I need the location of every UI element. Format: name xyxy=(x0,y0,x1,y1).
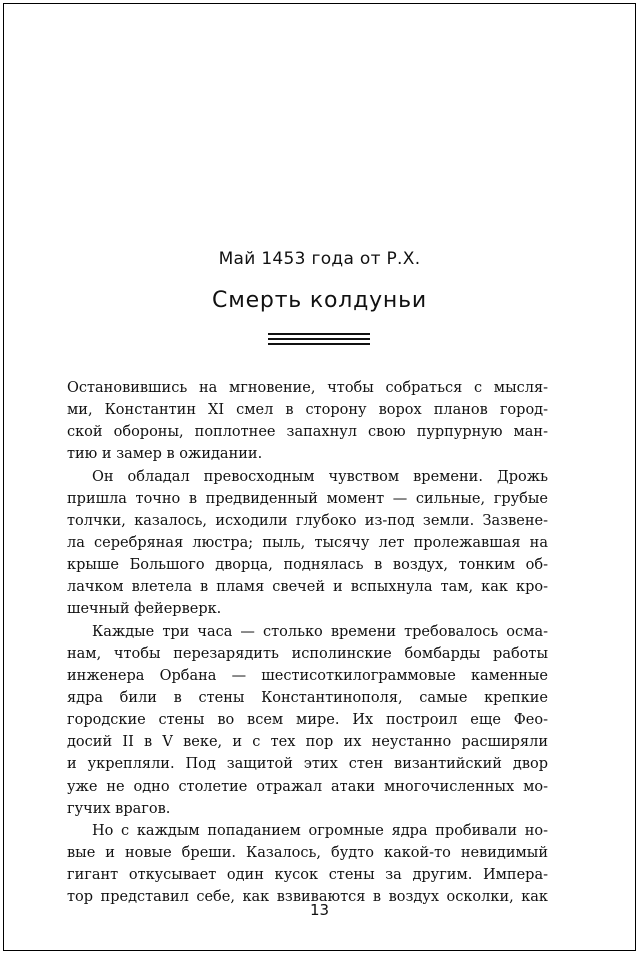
text-line: ла серебряная люстра; пыль, тысячу лет пролежавшая на xyxy=(67,534,548,551)
text-line: городские стены во всем мире. Их построил еще Феo- xyxy=(67,712,548,729)
text-line: пришла точно в предвиденный момент — сильные, грубые xyxy=(67,490,548,507)
text-line: тию и замер в ожидании. xyxy=(67,446,263,463)
text-line: Но с каждым попаданием огромные ядра пробивали но- xyxy=(92,822,548,839)
text-line: гигант откусывает один кусок стены за другим. Импера- xyxy=(67,867,548,884)
book-page xyxy=(3,3,636,951)
text-line: ской обороны, поплотнее запахнул свою пурпурную ман- xyxy=(67,424,548,441)
text-line: и укрепляли. Под защитой этих стен византийский двор xyxy=(67,756,548,773)
chapter-title: Смерть колдуньи xyxy=(212,288,427,313)
text-line: уже не одно столетие отражал атаки многочисленных мо- xyxy=(67,778,548,795)
page-number: 13 xyxy=(309,901,330,919)
text-line: ми, Константин XI смел в сторону ворох планов город- xyxy=(67,402,548,419)
text-line: крыше Большого дворца, поднялась в воздух, тонким об- xyxy=(67,557,548,574)
text-line: лачком влетела в пламя свечей и вспыхнула там, как кро- xyxy=(67,579,548,596)
text-line: гучих врагов. xyxy=(67,800,171,817)
text-line: досий II в V веке, и с тех пор их неустанно расширяли xyxy=(67,734,548,751)
text-line: шечный фейерверк. xyxy=(67,601,222,618)
text-line: толчки, казалось, исходили глубоко из-под земли. Зазвене- xyxy=(67,512,548,529)
text-line: вые и новые бреши. Казалось, будто какой-то невидимый xyxy=(67,844,548,861)
text-line: Каждые три часа — столько времени требовалось осма- xyxy=(92,623,548,640)
title-ornament xyxy=(268,333,370,345)
body-text xyxy=(67,377,548,908)
text-line: ядра били в стены Константинополя, самые крепкие xyxy=(67,689,548,706)
text-line: тор представил себе, как взвиваются в воздух осколки, как xyxy=(67,889,548,906)
text-line: Он обладал превосходным чувством времени. Дрожь xyxy=(92,468,548,485)
chapter-date-heading: Май 1453 года от Р.Х. xyxy=(218,249,421,269)
text-line: Остановившись на мгновение, чтобы собраться с мысля- xyxy=(67,380,548,396)
text-line: нам, чтобы перезарядить исполинские бомбарды работы xyxy=(67,645,548,662)
text-line: инженера Орбана — шестисоткилограммовые каменные xyxy=(67,667,548,684)
